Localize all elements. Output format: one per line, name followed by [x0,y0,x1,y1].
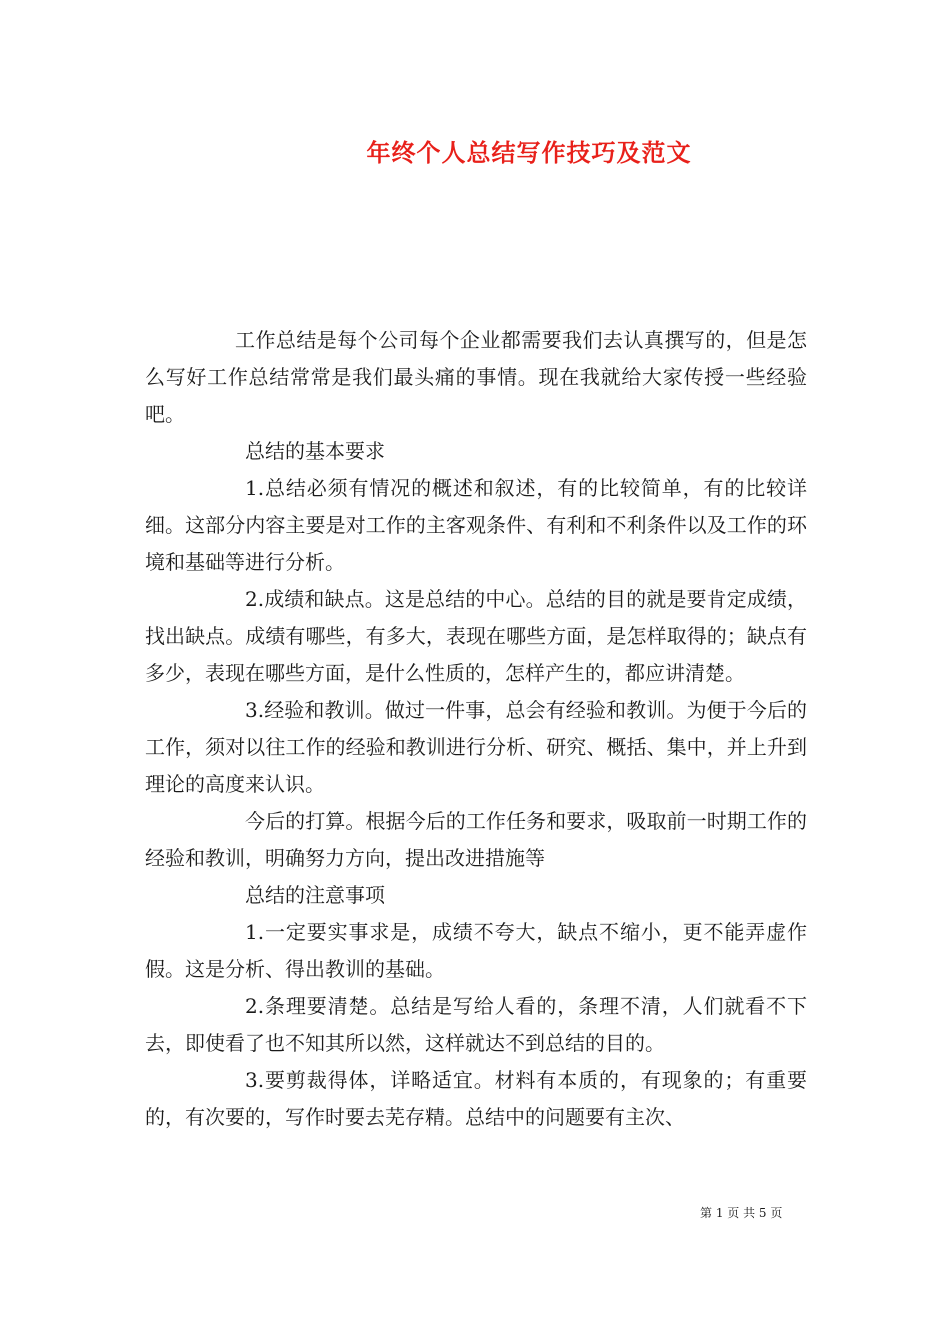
paragraph-future-plan: 今后的打算。根据今后的工作任务和要求，吸取前一时期工作的经验和教训，明确努力方向，提出改进措施等 [145,809,807,870]
section-heading-notes: 总结的注意事项 [245,883,385,907]
document-body [145,322,807,1136]
paragraph-note-3: 3.要剪裁得体，详略适宜。材料有本质的，有现象的；有重要的，有次要的，写作时要去芜存精。总结中的问题要有主次、 [145,1068,807,1129]
page-number-footer: 第 1 页 共 5 页 [700,1206,783,1220]
document-title: 年终个人总结写作技巧及范文 [366,138,692,167]
paragraph-requirement-3: 3.经验和教训。做过一件事，总会有经验和教训。为便于今后的工作，须对以往工作的经验和教训进行分析、研究、概括、集中，并上升到理论的高度来认识。 [145,698,807,796]
paragraph-note-2: 2.条理要清楚。总结是写给人看的，条理不清，人们就看不下去，即使看了也不知其所以然，这样就达不到总结的目的。 [145,994,807,1055]
paragraph-requirement-2: 2.成绩和缺点。这是总结的中心。总结的目的就是要肯定成绩，找出缺点。成绩有哪些，有多大，表现在哪些方面，是怎样取得的；缺点有多少，表现在哪些方面，是什么性质的，怎样产生的，都应讲清楚。 [145,587,807,685]
paragraph-note-1: 1.一定要实事求是，成绩不夸大，缺点不缩小，更不能弄虚作假。这是分析、得出教训的基础。 [145,920,807,981]
paragraph-intro: 工作总结是每个公司每个企业都需要我们去认真撰写的，但是怎么写好工作总结常常是我们最头痛的事情。现在我就给大家传授一些经验吧。 [145,328,807,426]
section-heading-basic-requirements: 总结的基本要求 [245,439,385,463]
paragraph-requirement-1: 1.总结必须有情况的概述和叙述，有的比较简单，有的比较详细。这部分内容主要是对工作的主客观条件、有利和不利条件以及工作的环境和基础等进行分析。 [145,476,807,574]
